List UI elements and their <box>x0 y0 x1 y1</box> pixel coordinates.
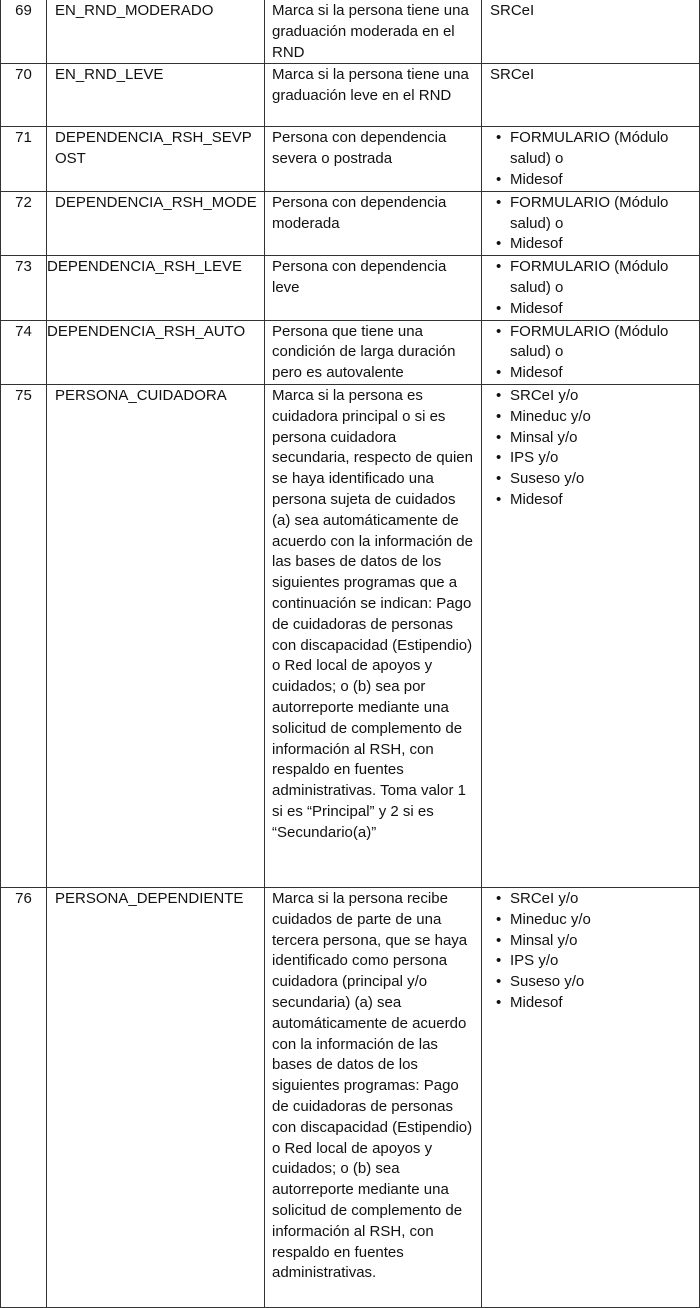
variable-description: Persona con dependencia leve <box>265 256 482 320</box>
table-row <box>1 127 700 191</box>
variable-description: Persona que tiene una condición de larga duración pero es autovalente <box>265 320 482 384</box>
source-item: • Midesof <box>490 170 693 191</box>
source-item: • Mineduc y/o <box>490 910 693 931</box>
table-row <box>1 320 700 384</box>
source-item: • Midesof <box>490 993 693 1014</box>
source-item: • Midesof <box>490 234 693 255</box>
source-item: • IPS y/o <box>490 951 693 972</box>
source-item: • FORMULARIO (Módulo salud) o <box>490 193 693 235</box>
table-row <box>1 256 700 320</box>
row-number: 69 <box>1 0 47 64</box>
source-item: • Midesof <box>490 299 693 320</box>
row-number: 71 <box>1 127 47 191</box>
source-item: • Mineduc y/o <box>490 407 693 428</box>
row-number: 76 <box>1 887 47 1307</box>
table-row <box>1 64 700 127</box>
row-number: 75 <box>1 384 47 887</box>
source-item: • SRCeI y/o <box>490 386 693 407</box>
source-item: • Midesof <box>490 363 693 384</box>
variable-name: EN_RND_MODERADO <box>47 0 265 64</box>
row-number: 74 <box>1 320 47 384</box>
variable-description: Persona con dependencia moderada <box>265 191 482 255</box>
source-list <box>490 386 693 511</box>
source-item: • Suseso y/o <box>490 469 693 490</box>
data-source <box>482 191 700 255</box>
row-number: 72 <box>1 191 47 255</box>
source-item: • Minsal y/o <box>490 428 693 449</box>
variable-description: Marca si la persona recibe cuidados de parte de una tercera persona, que se haya identificado como persona cuidadora (principal y/o secundaria) (a) sea automáticamente de acuerdo con la información de las bases de datos de los siguientes programas: Pago de cuidadoras de personas con discapacidad (Estipendio) o Red local de apoyos y cuidados; o (b) sea autorreporte mediante una solicitud de complemento de información al RSH, con respaldo en fuentes administrativas. <box>265 887 482 1307</box>
source-list <box>490 322 693 384</box>
source-item: • Minsal y/o <box>490 931 693 952</box>
row-number: 70 <box>1 64 47 127</box>
source-item: • Suseso y/o <box>490 972 693 993</box>
data-source <box>482 256 700 320</box>
variable-name: PERSONA_CUIDADORA <box>47 384 265 887</box>
table-row <box>1 191 700 255</box>
source-item: • FORMULARIO (Módulo salud) o <box>490 322 693 364</box>
variable-description: Marca si la persona es cuidadora principal o si es persona cuidadora secundaria, respecto de quien se haya identificado una persona sujeta de cuidados (a) sea automáticamente de acuerdo con la información de las bases de datos de los siguientes programas que a continuación se indican: Pago de cuidadoras de personas con discapacidad (Estipendio) o Red local de apoyos y cuidados; o (b) sea por autorreporte mediante una solicitud de complemento de información al RSH, con respaldo en fuentes administrativas. Toma valor 1 si es “Principal” y 2 si es “Secundario(a)” <box>265 384 482 887</box>
source-item: • FORMULARIO (Módulo salud) o <box>490 257 693 299</box>
variable-description: Persona con dependencia severa o postrada <box>265 127 482 191</box>
data-source <box>482 384 700 887</box>
variable-name: DEPENDENCIA_RSH_AUTO <box>47 320 265 384</box>
variable-name: DEPENDENCIA_RSH_MODE <box>47 191 265 255</box>
table-row <box>1 384 700 887</box>
source-list <box>490 889 693 1014</box>
table-row <box>1 887 700 1307</box>
source-item: • Midesof <box>490 490 693 511</box>
source-item: • IPS y/o <box>490 448 693 469</box>
data-source <box>482 887 700 1307</box>
variable-description: Marca si la persona tiene una graduación leve en el RND <box>265 64 482 127</box>
data-source <box>482 320 700 384</box>
data-source <box>482 127 700 191</box>
source-item: • FORMULARIO (Módulo salud) o <box>490 128 693 170</box>
source-list <box>490 128 693 190</box>
row-number: 73 <box>1 256 47 320</box>
variable-name: EN_RND_LEVE <box>47 64 265 127</box>
variable-name: DEPENDENCIA_RSH_LEVE <box>47 256 265 320</box>
data-source: SRCeI <box>482 0 700 64</box>
variable-name: PERSONA_DEPENDIENTE <box>47 887 265 1307</box>
table-row <box>1 0 700 64</box>
data-source: SRCeI <box>482 64 700 127</box>
source-item: • SRCeI y/o <box>490 889 693 910</box>
source-list <box>490 257 693 319</box>
source-list <box>490 193 693 255</box>
variable-description: Marca si la persona tiene una graduación moderada en el RND <box>265 0 482 64</box>
variable-name: DEPENDENCIA_RSH_SEVPOST <box>47 127 265 191</box>
